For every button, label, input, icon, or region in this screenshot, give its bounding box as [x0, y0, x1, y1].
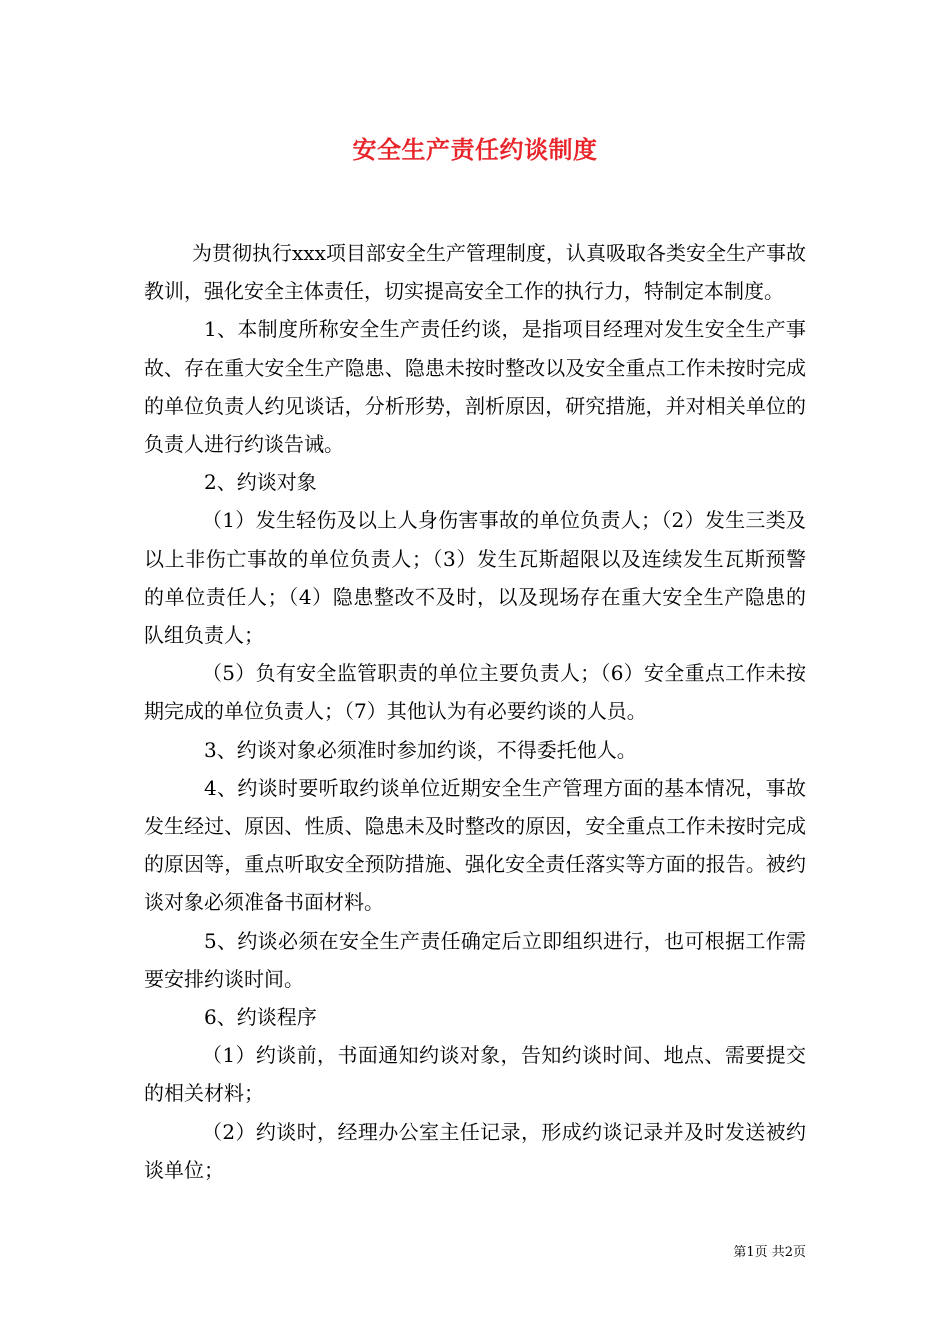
clause-6-step-1: （1）约谈前，书面通知约谈对象，告知约谈时间、地点、需要提交的相关材料； [144, 1043, 806, 1106]
page-number: 第1页 共2页 [733, 1245, 806, 1260]
clause-4-paragraph: 4、约谈时要听取约谈单位近期安全生产管理方面的基本情况，事故发生经过、原因、性质、隐患未及时整改的原因，安全重点工作未按时完成的原因等，重点听取安全预防措施、强化安全责任落实等方面的报告。被约谈对象必须准备书面材料。 [144, 775, 806, 915]
clause-2-heading: 2、约谈对象 [204, 470, 317, 495]
clause-2-items-b: （5）负有安全监管职责的单位主要负责人；（6）安全重点工作未按期完成的单位负责人；（7）其他认为有必要约谈的人员。 [144, 661, 806, 724]
clause-5-paragraph: 5、约谈必须在安全生产责任确定后立即组织进行，也可根据工作需要安排约谈时间。 [144, 928, 806, 991]
document-body [144, 234, 806, 1189]
clause-3-paragraph: 3、约谈对象必须准时参加约谈，不得委托他人。 [204, 737, 637, 762]
clause-2-items-a: （1）发生轻伤及以上人身伤害事故的单位负责人；（2）发生三类及以上非伤亡事故的单位负责人；（3）发生瓦斯超限以及连续发生瓦斯预警的单位责任人；（4）隐患整改不及时，以及现场存在重大安全生产隐患的队组负责人； [144, 508, 806, 648]
intro-paragraph: 为贯彻执行xxx项目部安全生产管理制度，认真吸取各类安全生产事故教训，强化安全主体责任，切实提高安全工作的执行力，特制定本制度。 [144, 241, 806, 304]
clause-1-paragraph: 1、本制度所称安全生产责任约谈，是指项目经理对发生安全生产事故、存在重大安全生产隐患、隐患未按时整改以及安全重点工作未按时完成的单位负责人约见谈话，分析形势，剖析原因，研究措施，并对相关单位的负责人进行约谈告诫。 [144, 317, 806, 457]
document-title: 安全生产责任约谈制度 [352, 135, 598, 164]
clause-6-step-2: （2）约谈时，经理办公室主任记录，形成约谈记录并及时发送被约谈单位； [144, 1119, 806, 1182]
clause-6-heading: 6、约谈程序 [204, 1005, 317, 1030]
